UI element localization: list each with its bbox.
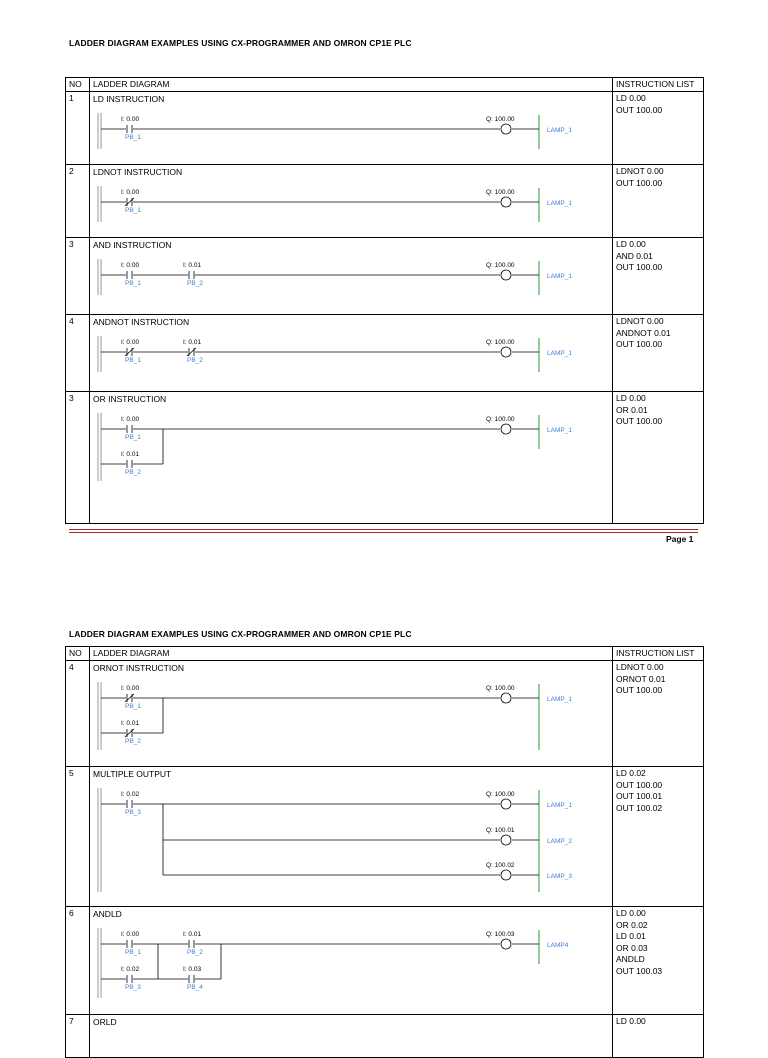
- example-row: [66, 661, 704, 767]
- example-title: LD INSTRUCTION: [93, 94, 165, 104]
- coil-address: Q: 100.00: [486, 189, 515, 196]
- contact-tag: PB_4: [187, 984, 203, 991]
- coil-address: Q: 100.00: [486, 791, 515, 798]
- example-title: MULTIPLE OUTPUT: [93, 769, 172, 779]
- instruction-list: [613, 392, 704, 524]
- coil-icon: [501, 693, 511, 703]
- coil-tag: LAMP_1: [547, 273, 572, 280]
- contact-tag: PB_2: [125, 469, 141, 476]
- header-instruction-list: INSTRUCTION LIST: [613, 78, 704, 92]
- contact-address: I: 0.01: [121, 451, 140, 458]
- coil-icon: [501, 939, 511, 949]
- contact-address: I: 0.00: [121, 685, 140, 692]
- contact-address: I: 0.00: [121, 189, 140, 196]
- example-row: [66, 767, 704, 907]
- coil-address: Q: 100.01: [486, 827, 515, 834]
- header-ladder-diagram: LADDER DIAGRAM: [90, 647, 613, 661]
- example-row: [66, 907, 704, 1015]
- contact-tag: PB_1: [125, 357, 141, 364]
- ladder-diagram-cell: [90, 315, 613, 392]
- contact-tag: PB_1: [125, 949, 141, 956]
- coil-tag: LAMP_1: [547, 200, 572, 207]
- coil-icon: [501, 347, 511, 357]
- example-title: LDNOT INSTRUCTION: [93, 167, 183, 177]
- contact-address: I: 0.02: [121, 791, 140, 798]
- example-number: 3: [66, 392, 90, 524]
- contact-address: I: 0.01: [183, 931, 202, 938]
- ladder-rung-diagram: [93, 105, 609, 160]
- example-title: OR INSTRUCTION: [93, 394, 167, 404]
- ladder-diagram-cell: [90, 165, 613, 238]
- instruction-line: OUT 100.00: [616, 779, 663, 790]
- contact-nc-slash: [187, 348, 196, 356]
- contact-address: I: 0.00: [121, 416, 140, 423]
- header-ladder-diagram: LADDER DIAGRAM: [90, 78, 613, 92]
- ladder-diagram-cell: [90, 661, 613, 767]
- instruction-line: LDNOT 0.00: [616, 316, 664, 326]
- coil-address: Q: 100.00: [486, 116, 515, 123]
- instruction-line: OUT 100.00: [616, 685, 663, 695]
- instruction-line: AND 0.01: [616, 250, 653, 261]
- instruction-list: [613, 238, 704, 315]
- contact-tag: PB_2: [187, 357, 203, 364]
- ladder-rung-diagram: [93, 328, 609, 383]
- contact-address: I: 0.01: [121, 720, 140, 727]
- instruction-line: OR 0.01: [616, 404, 648, 415]
- instruction-line: OR 0.02: [616, 919, 648, 930]
- example-number: 4: [66, 315, 90, 392]
- instruction-line: LD 0.00: [616, 1016, 646, 1026]
- contact-nc-slash: [125, 348, 134, 356]
- instruction-list: [613, 1015, 704, 1058]
- example-title: ORNOT INSTRUCTION: [93, 663, 184, 673]
- example-title: ANDLD: [93, 909, 122, 919]
- ladder-rung-diagram: [93, 920, 609, 1005]
- ladder-rung-diagram: [93, 674, 609, 754]
- example-number: 6: [66, 907, 90, 1015]
- instruction-line: LD 0.01: [616, 931, 646, 941]
- example-row: [66, 165, 704, 238]
- contact-tag: PB_1: [125, 703, 141, 710]
- table-header-row: [66, 647, 704, 661]
- ladder-rung-diagram: [93, 251, 609, 306]
- instruction-list: [613, 661, 704, 767]
- contact-tag: PB_3: [125, 809, 141, 816]
- contact-address: I: 0.01: [183, 339, 202, 346]
- coil-tag: LAMP4: [547, 942, 569, 949]
- example-row: [66, 92, 704, 165]
- coil-icon: [501, 870, 511, 880]
- instruction-line: OUT 100.03: [616, 965, 663, 976]
- example-number: 7: [66, 1015, 90, 1058]
- instruction-line: LDNOT 0.00: [616, 166, 664, 176]
- instruction-line: OUT 100.00: [616, 104, 663, 115]
- ladder-rung-diagram: [93, 178, 609, 233]
- ladder-diagram-cell: [90, 92, 613, 165]
- example-row: [66, 315, 704, 392]
- instruction-line: LD 0.00: [616, 93, 646, 103]
- document-title: LADDER DIAGRAM EXAMPLES USING CX-PROGRAMMER AND OMRON CP1E PLC: [69, 629, 412, 639]
- ladder-diagram-cell: [90, 767, 613, 907]
- ladder-diagram-cell: [90, 907, 613, 1015]
- coil-address: Q: 100.00: [486, 416, 515, 423]
- coil-tag: LAMP_1: [547, 802, 572, 809]
- coil-address: Q: 100.02: [486, 862, 515, 869]
- example-number: 5: [66, 767, 90, 907]
- coil-icon: [501, 835, 511, 845]
- coil-icon: [501, 270, 511, 280]
- footer-rule: [69, 529, 698, 530]
- ladder-rung-diagram: [93, 780, 609, 900]
- instruction-list: [613, 165, 704, 238]
- contact-nc-slash: [125, 694, 134, 702]
- contact-tag: PB_1: [125, 280, 141, 287]
- coil-tag: LAMP_3: [547, 873, 572, 880]
- header-no: NO: [66, 78, 90, 92]
- coil-tag: LAMP_1: [547, 127, 572, 134]
- coil-address: Q: 100.00: [486, 685, 515, 692]
- contact-address: I: 0.00: [121, 116, 140, 123]
- coil-tag: LAMP_1: [547, 350, 572, 357]
- coil-icon: [501, 197, 511, 207]
- contact-nc-slash: [125, 729, 134, 737]
- contact-tag: PB_1: [125, 434, 141, 441]
- contact-address: I: 0.01: [183, 262, 202, 269]
- contact-tag: PB_1: [125, 134, 141, 141]
- example-row: [66, 1015, 704, 1058]
- header-instruction-list: INSTRUCTION LIST: [613, 647, 704, 661]
- instruction-line: LDNOT 0.00: [616, 662, 664, 672]
- instruction-list: [613, 907, 704, 1015]
- instruction-line: LD 0.00: [616, 239, 646, 249]
- instruction-list: [613, 315, 704, 392]
- instruction-line: OUT 100.00: [616, 262, 663, 272]
- instruction-line: OUT 100.00: [616, 339, 663, 349]
- contact-tag: PB_2: [187, 280, 203, 287]
- coil-address: Q: 100.03: [486, 931, 515, 938]
- example-title: ANDNOT INSTRUCTION: [93, 317, 190, 327]
- contact-address: I: 0.00: [121, 931, 140, 938]
- contact-tag: PB_3: [125, 984, 141, 991]
- instruction-line: LD 0.00: [616, 908, 646, 918]
- instruction-line: ANDNOT 0.01: [616, 327, 671, 338]
- ladder-table: [65, 646, 704, 1058]
- contact-address: I: 0.02: [121, 966, 140, 973]
- coil-icon: [501, 799, 511, 809]
- coil-icon: [501, 424, 511, 434]
- instruction-line: LD 0.00: [616, 393, 646, 403]
- coil-address: Q: 100.00: [486, 262, 515, 269]
- coil-address: Q: 100.00: [486, 339, 515, 346]
- coil-tag: LAMP_1: [547, 696, 572, 703]
- header-no: NO: [66, 647, 90, 661]
- contact-tag: PB_2: [125, 738, 141, 745]
- contact-tag: PB_1: [125, 207, 141, 214]
- instruction-line: OUT 100.01: [616, 791, 663, 801]
- example-row: [66, 392, 704, 524]
- contact-address: I: 0.00: [121, 339, 140, 346]
- ladder-diagram-cell: [90, 392, 613, 524]
- instruction-line: ORNOT 0.01: [616, 673, 666, 684]
- instruction-line: OUT 100.00: [616, 416, 663, 426]
- example-number: 4: [66, 661, 90, 767]
- coil-tag: LAMP_1: [547, 427, 572, 434]
- instruction-list: [613, 767, 704, 907]
- instruction-line: OR 0.03: [616, 942, 648, 953]
- contact-address: I: 0.00: [121, 262, 140, 269]
- ladder-table: [65, 77, 704, 524]
- example-number: 1: [66, 92, 90, 165]
- instruction-line: OUT 100.02: [616, 802, 663, 813]
- instruction-list: [613, 92, 704, 165]
- ladder-diagram-cell: [90, 1015, 613, 1058]
- instruction-line: LD 0.02: [616, 768, 646, 778]
- example-title: AND INSTRUCTION: [93, 240, 172, 250]
- instruction-line: ANDLD: [616, 954, 645, 964]
- example-title: ORLD: [93, 1017, 117, 1027]
- instruction-line: OUT 100.00: [616, 177, 663, 188]
- example-row: [66, 238, 704, 315]
- footer-rule: [69, 532, 698, 533]
- contact-address: I: 0.03: [183, 966, 202, 973]
- ladder-rung-diagram: [93, 405, 609, 485]
- ladder-diagram-cell: [90, 238, 613, 315]
- table-header-row: [66, 78, 704, 92]
- page-number: Page 1: [666, 534, 694, 544]
- coil-icon: [501, 124, 511, 134]
- example-number: 2: [66, 165, 90, 238]
- coil-tag: LAMP_2: [547, 838, 572, 845]
- contact-tag: PB_2: [187, 949, 203, 956]
- document-title: LADDER DIAGRAM EXAMPLES USING CX-PROGRAMMER AND OMRON CP1E PLC: [69, 38, 412, 48]
- example-number: 3: [66, 238, 90, 315]
- contact-nc-slash: [125, 198, 134, 206]
